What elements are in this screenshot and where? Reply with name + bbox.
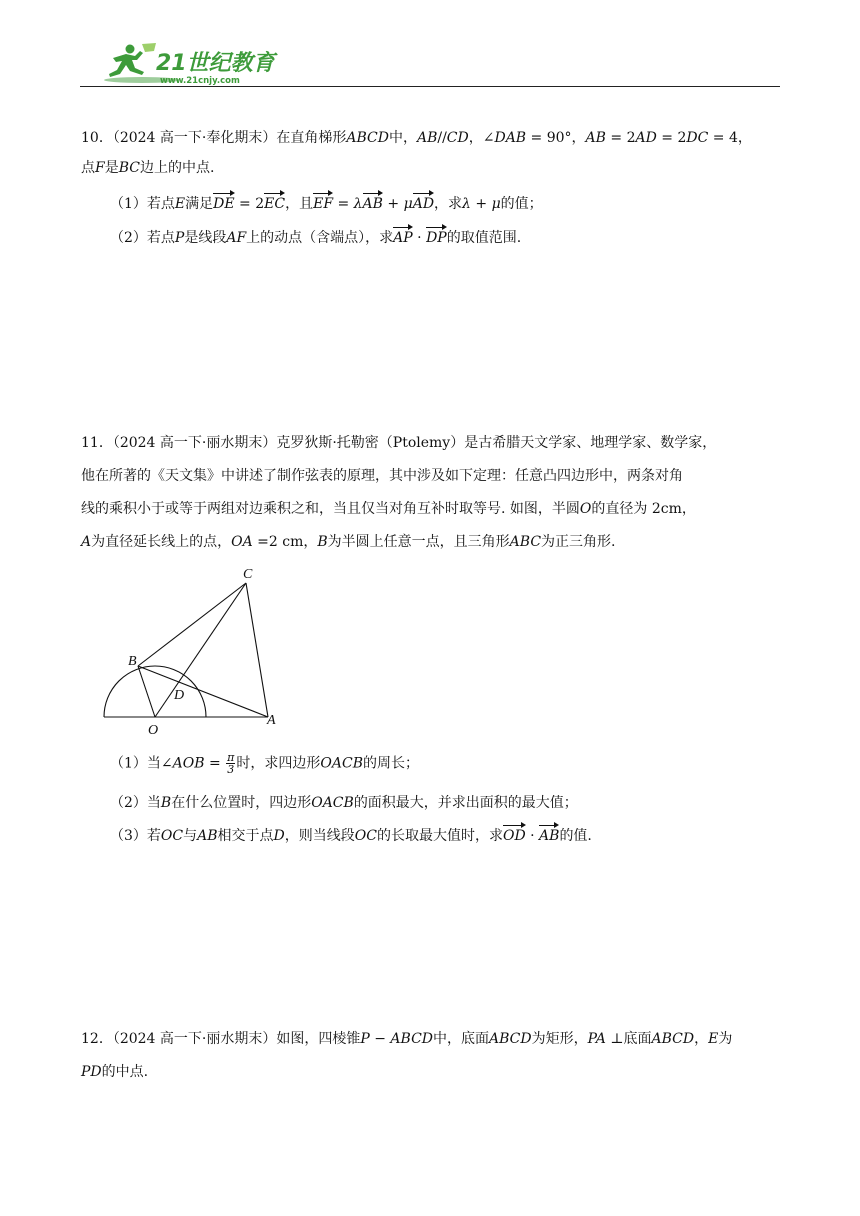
header-rule: [80, 86, 780, 87]
logo-main-text: 21世纪教育: [156, 51, 275, 76]
segment-OC: [155, 583, 246, 717]
q11-stem-line4: A为直径延长线上的点，OA =2 cm，B为半圆上任意一点，且三角形ABC为正三角形.: [81, 534, 616, 550]
q10-stem-line1: 10．（2024 高一下·奉化期末）在直角梯形ABCD中，AB//CD，∠DAB = 90°，AB = 2AD = 2DC = 4，: [81, 130, 752, 146]
q11-stem-line1: 11．（2024 高一下·丽水期末）克罗狄斯·托勒密（Ptolemy）是古希腊天文学家、地理学家、数学家，: [81, 435, 717, 451]
label-D: D: [174, 688, 185, 703]
q12-stem-line1: 12．（2024 高一下·丽水期末）如图，四棱锥P − ABCD中，底面ABCD为矩形，PA ⊥底面ABCD，E为: [81, 1031, 733, 1047]
runner-icon: [109, 43, 156, 77]
label-O: O: [148, 723, 159, 738]
q10-part1: （1）若点E满足DE = 2EC，且EF = λAB + μAD，求λ + μ的值；: [110, 196, 543, 212]
logo-21cnjy: [102, 40, 282, 86]
segment-BC: [138, 583, 246, 666]
logo-url-text: www.21cnjy.com: [160, 76, 240, 86]
q10-part2: （2）若点P是线段AF上的动点（含端点），求AP · DP的取值范围.: [110, 230, 522, 246]
q11-part3: （3）若OC与AB相交于点D，则当线段OC的长取最大值时，求OD · AB的值.: [110, 828, 592, 844]
q10-stem-line2: 点F是BC边上的中点.: [81, 160, 215, 176]
page-header: [80, 38, 780, 88]
segment-BA: [138, 666, 268, 717]
segment-OB: [138, 666, 155, 717]
semicircle-arc: [104, 666, 206, 717]
geometry-figure: [96, 562, 296, 742]
q10-number: 10．（2024 高一下·奉化期末）在直角梯形: [81, 130, 347, 146]
q11-part1: （1）当∠AOB = $\frac{\pi}{3}$ 时，求四边形OACB的周长；: [110, 751, 419, 776]
label-C: C: [243, 567, 253, 582]
label-B: B: [128, 654, 137, 669]
segment-CA: [246, 583, 268, 717]
q12-stem-line2: PD的中点.: [81, 1064, 149, 1080]
q11-stem-line2: 他在所著的《天文集》中讲述了制作弦表的原理，其中涉及如下定理：任意凸四边形中，两条对角: [81, 468, 683, 484]
label-A: A: [267, 713, 276, 728]
q11-stem-line3: 线的乘积小于或等于两组对边乘积之和，当且仅当对角互补时取等号. 如图，半圆O的直径为 2cm，: [81, 501, 696, 517]
q11-part2: （2）当B在什么位置时，四边形OACB的面积最大，并求出面积的最大值；: [110, 795, 578, 811]
